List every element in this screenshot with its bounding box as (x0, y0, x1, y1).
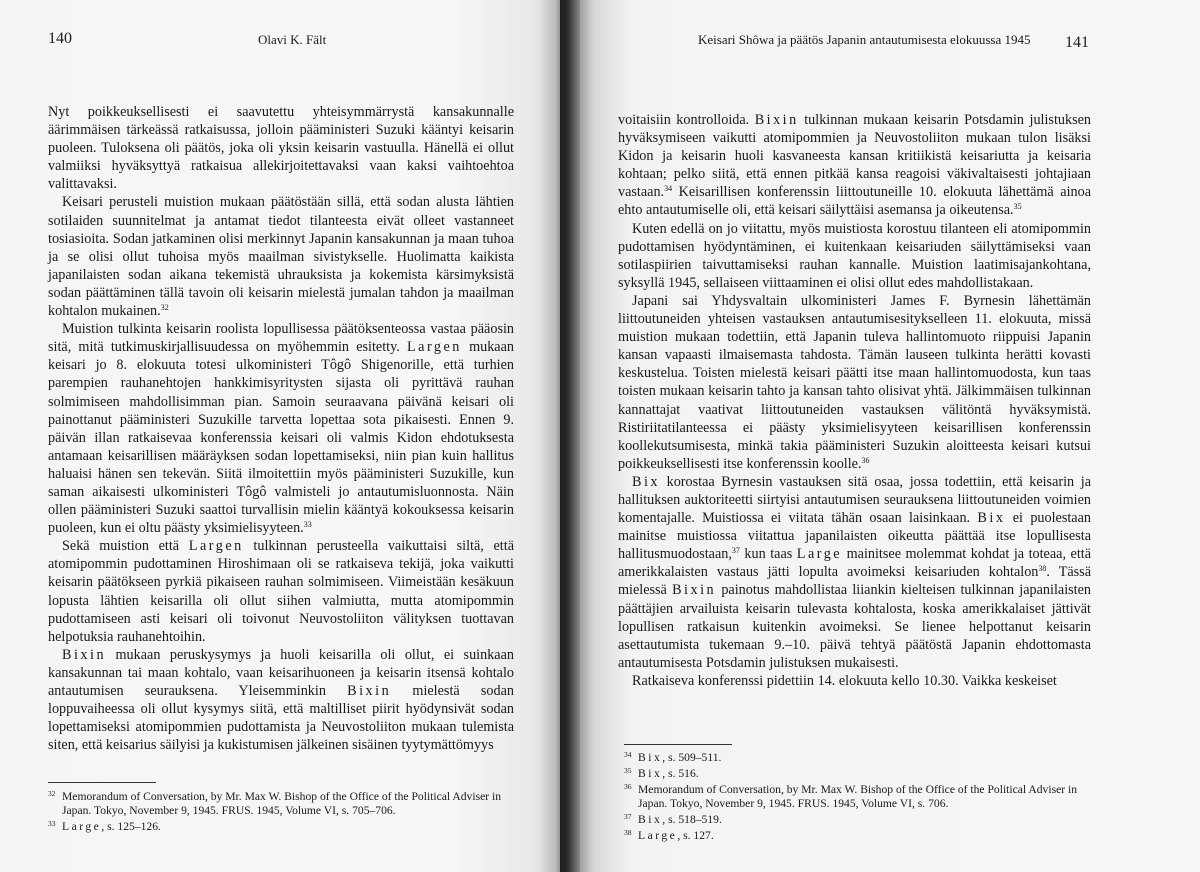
footnote-number: 35 (624, 766, 632, 775)
author-name: Large (796, 546, 843, 563)
author-name: Bixin (754, 112, 799, 128)
text-run: kun taas (739, 546, 797, 563)
footnote-ref: 35 (1013, 202, 1022, 212)
running-head: Olavi K. Fält (258, 32, 327, 47)
footnote-number: 34 (624, 750, 632, 759)
paragraph (48, 646, 514, 755)
text-run: Kuten edellä on jo viitattu, myös muistiosta korostuu tilanteen eli atomipommin pudottamisen hyödyntäminen, ei kuitenkaan keisariuden säilyttämiseksi vaan sotilaspiirien taivuttamiseksi rauhan kannalle. Muistion laatimisajankohtana, syksyllä 1945, sellaiseen viittaaminen ei olisi ollut edes mahdollistakaan. (618, 220, 1091, 291)
author-name: Bix (632, 473, 660, 490)
body-text (618, 111, 1091, 690)
author-name: Bix (638, 813, 663, 826)
text-run: mukaan keisari jo 8. elokuuta totesi ulkoministeri Tôgô Shigenorille, että turhien parempien rauhanehtojen hankkimisyritysten sijasta oli pyrittävä rauhan solmimiseen mahdollisimman pian. Samoin seuraavana päivänä keisari oli painottanut pääministeri Suzukille tarvetta lopettaa sota pikaisesti. Ennen 9. päivän illan ratkaisevaa konferenssia keisari oli valmis Kidon ehdotuksesta antamaan keisarillisen määräyksen sodan lopettamiseksi, niin pian kuin hallitus haluaisi hänen sen tekevän. Siitä ilmoitettiin myös pääministeri Suzukille, kun saman aikaisesti ulkoministeri Tôgô valmisteli jo antautumisluonnosta. Näin ollen pääministeri Suzuki saattoi turvallisin mielin kääntyä kokouksessa keisarin puoleen, kun ei oltu päästy yksimielisyyteen. (48, 339, 514, 537)
author-name: Bix (638, 751, 663, 764)
running-head: Keisari Shôwa ja päätös Japanin antautumisesta elokuussa 1945 (698, 32, 1031, 47)
author-name: Bixin (672, 582, 717, 599)
author-name: Bix (638, 767, 663, 780)
author-name: Largen (406, 339, 462, 356)
footnote-ref: 34 (664, 184, 673, 194)
paragraph (618, 292, 1091, 473)
footnote-number: 37 (624, 812, 632, 821)
footnote-ref: 37 (731, 546, 740, 556)
footnote-rule (48, 782, 156, 783)
footnote (624, 783, 1094, 811)
paragraph (48, 320, 514, 537)
footnote-number: 32 (48, 789, 56, 798)
footnote (624, 767, 1094, 781)
left-page (0, 0, 560, 872)
paragraph (618, 111, 1091, 220)
footnote-text: , s. 127. (677, 829, 714, 842)
text-run: tulkinnan perusteella vaikuttaisi siltä, että atomipommin pudottaminen Hiroshimaan oli se ratkaiseva tekijä, joka vaikutti keisarin päätökseen pyrkiä pikaiseen rauhan solmimiseen. Viimeistään kesäkuun lopusta lähtien keisarilla oli ollut siihen valmiutta, mutta atomipommin pudottamiseen asti keisari oli toivonut Neuvostoliiton välityksen tuottavan helpotuksia rauhanehtoihin. (48, 538, 514, 645)
page-number: 140 (48, 30, 72, 47)
footnote-number: 36 (624, 782, 632, 791)
footnote-text: Memorandum of Conversation, by Mr. Max W. Bishop of the Office of the Political Adviser in Japan. Tokyo, November 9, 1945. FRUS. 1945, Volume VI, s. 705–706. (62, 790, 502, 817)
footnote-text: , s. 509–511. (662, 751, 722, 764)
paragraph (618, 473, 1091, 672)
text-run: voitaisiin kontrolloida. (618, 112, 755, 128)
footnote-ref: 32 (160, 303, 169, 313)
footnote-text: , s. 518–519. (662, 813, 722, 826)
footnote (624, 829, 1094, 843)
paragraph (48, 103, 514, 193)
text-run: Ratkaiseva konferenssi pidettiin 14. elokuuta kello 10.30. Vaikka keskeiset (632, 672, 1057, 689)
footnote-rule (624, 744, 732, 745)
text-run: mainitsee molemmat kohdat ja toteaa, että amerikkalaisten vastaus jätti lopulta avoimeksi keisariuden kohtalon (618, 546, 1091, 581)
paragraph (618, 220, 1091, 292)
text-run: ei puolestaan mainitse muistiossa viitattua japanilaisten oikeutta päättää itse lopullisesta hallitusmuodostaan, (618, 510, 1091, 563)
text-run: Keisarillisen konferenssin liittoutuneille 10. elokuuta lähettämä ainoa ehto antautumiselle oli, että keisari säilyttäisi asemansa ja oikeutensa. (618, 184, 1091, 219)
footnote (48, 820, 516, 834)
footnote-text: , s. 516. (662, 767, 699, 780)
footnote (624, 813, 1094, 827)
footnote-ref: 38 (1038, 564, 1047, 574)
footnotes (624, 751, 1094, 845)
author-name: Bixin (62, 646, 107, 663)
footnote-number: 38 (624, 828, 632, 837)
paragraph (618, 672, 1091, 690)
text-run: Sekä muistion että (62, 538, 189, 555)
footnote (48, 790, 516, 818)
author-name: Large (638, 829, 678, 842)
footnote-ref: 33 (303, 520, 312, 530)
paragraph (48, 193, 514, 320)
footnote-text: Memorandum of Conversation, by Mr. Max W. Bishop of the Office of the Political Adviser in Japan. Tokyo, November 9, 1945. FRUS. 1945, Volume VI, s. 706. (638, 783, 1078, 810)
text-run: Japani sai Yhdysvaltain ulkoministeri James F. Byrnesin lähettämän liittoutuneiden yhteisen vastauksen antautumisesitykselleen 11. elokuuta, missä muistion mukaan todettiin, että Japanin tuleva hallintomuoto riippuisi Japanin kansan vapaasti ilmaisemasta tahdosta. Tämän lauseen tulkinta herätti kovasti keskustelua. Toisten mielestä keisari päätti itse maan hallintomuodosta, kun taas toisten mukaan keisarin tahto ja kansan tahto olisivat yhtä. Jälkimmäisen tulkinnan kannattajat vaativat liittoutuneiden vastauksen välitöntä hyväksymistä. Ristiriitatilanteessa ei päästy yksimielisyyteen keisarillisen konferenssin koollekutsumisesta, minkä takia pääministeri Suzukin aloitteesta keisari kutsui poikkeuksellisesti itse konferenssin koolle. (618, 292, 1091, 472)
author-name: Large (62, 820, 102, 833)
author-name: Largen (188, 538, 244, 555)
page-number: 141 (1065, 34, 1089, 51)
author-name: Bix (977, 510, 1006, 527)
text-run: Nyt poikkeuksellisesti ei saavutettu yhteisymmärrystä kansakunnalle äärimmäisen tärkeässä ratkaisussa, jolloin pääministeri Suzuki kääntyi keisarin puoleen. Tuloksena oli päätös, joka oli yksin keisarin vastuulla. Hänellä ei ollut valmiiksi hyväksyttyä ratkaisua allekirjoitettavaksi vaan kaksi vaihtoehtoa valittavaksi. (48, 104, 514, 193)
footnotes (48, 790, 516, 836)
text-run: Keisari perusteli muistion mukaan päätöstään sillä, että sodan alusta lähtien sotilaiden suunnitelmat ja antamat tiedot tilanteesta eivät olleet vastanneet tosiasioita. Sodan jatkaminen olisi merkinnyt Japanin kansakunnan ja maan tuhoa ja se olisi ollut tuhoisa myös maailman sivistykselle. Huolimatta kaikista japanilaisten sodan aikana tekemistä uhrauksista ja kokemista kärsimyksistä sodan päättäminen tällä tavoin oli keisarin mielestä jumalan tahdon ja maailman kohtalon mukainen. (48, 194, 514, 320)
right-page (560, 0, 1200, 872)
text-run: tulkinnan mukaan keisarin Potsdamin julistuksen hyväksymiseen vaikutti atomipommien ja Neuvostoliiton mukaan tulon lisäksi Kidon ja keisarin huoli kasvaneesta kansan kritiikistä keisariutta ja keisaria kohtaan; pelko siitä, että ennen pitkää kansa reagoisi väkivaltaisesti johtajiaan vastaan. (618, 112, 1091, 201)
text-run: korostaa Byrnesin vastauksen sitä osaa, jossa todettiin, että keisarin ja hallituksen auktoriteetti siirtyisi antautumisen seurauksena liittoutuneiden voimien komentajalle. Muistiossa ei viitata tähän osaan laisinkaan. (618, 473, 1091, 527)
footnote-number: 33 (48, 819, 56, 828)
text-run: mielestä sodan loppuvaiheessa oli ollut kysymys siitä, että maltilliset piirit hyödynsivät sodan lopettamiseksi atomipommien pudottamista ja Neuvostoliiton mukaan tulemista siten, että keisarius säilyisi ja kukistumisen jälkeinen sisäinen tyytymättömyys (48, 683, 514, 754)
text-run: mukaan peruskysymys ja huoli keisarilla oli ollut, ei suinkaan kansakunnan tai maan kohtalo, vaan keisarihuoneen ja keisarin itsensä kohtalo antautumisen seurauksena. Yleisemminkin (48, 646, 514, 699)
body-text (48, 103, 514, 754)
text-run: Muistion tulkinta keisarin roolista lopullisessa päätöksenteossa vastaa pääosin sitä, mitä tutkimuskirjallisuudessa on myöhemmin esitetty. (48, 321, 514, 356)
text-run: . Tässä mielessä (618, 564, 1091, 599)
author-name: Bixin (347, 683, 392, 699)
text-run: painotus mahdollistaa liiankin kielteisen tulkinnan japanilaisten päättäjien arvailuista keisarin tulevasta kohtalosta, koska amerikkalaiset jättivät lopullisen ratkaisun kuitenkin avoimeksi. Se lienee helpottanut keisarin asettautumista tukemaan 9.–10. päivä tehtyä päätöstä Japanin ehdottomasta antautumisesta Potsdamin julistuksen mukaisesti. (618, 582, 1091, 671)
footnote (624, 751, 1094, 765)
paragraph (48, 537, 514, 646)
footnote-ref: 36 (861, 455, 870, 465)
footnote-text: , s. 125–126. (101, 820, 161, 833)
